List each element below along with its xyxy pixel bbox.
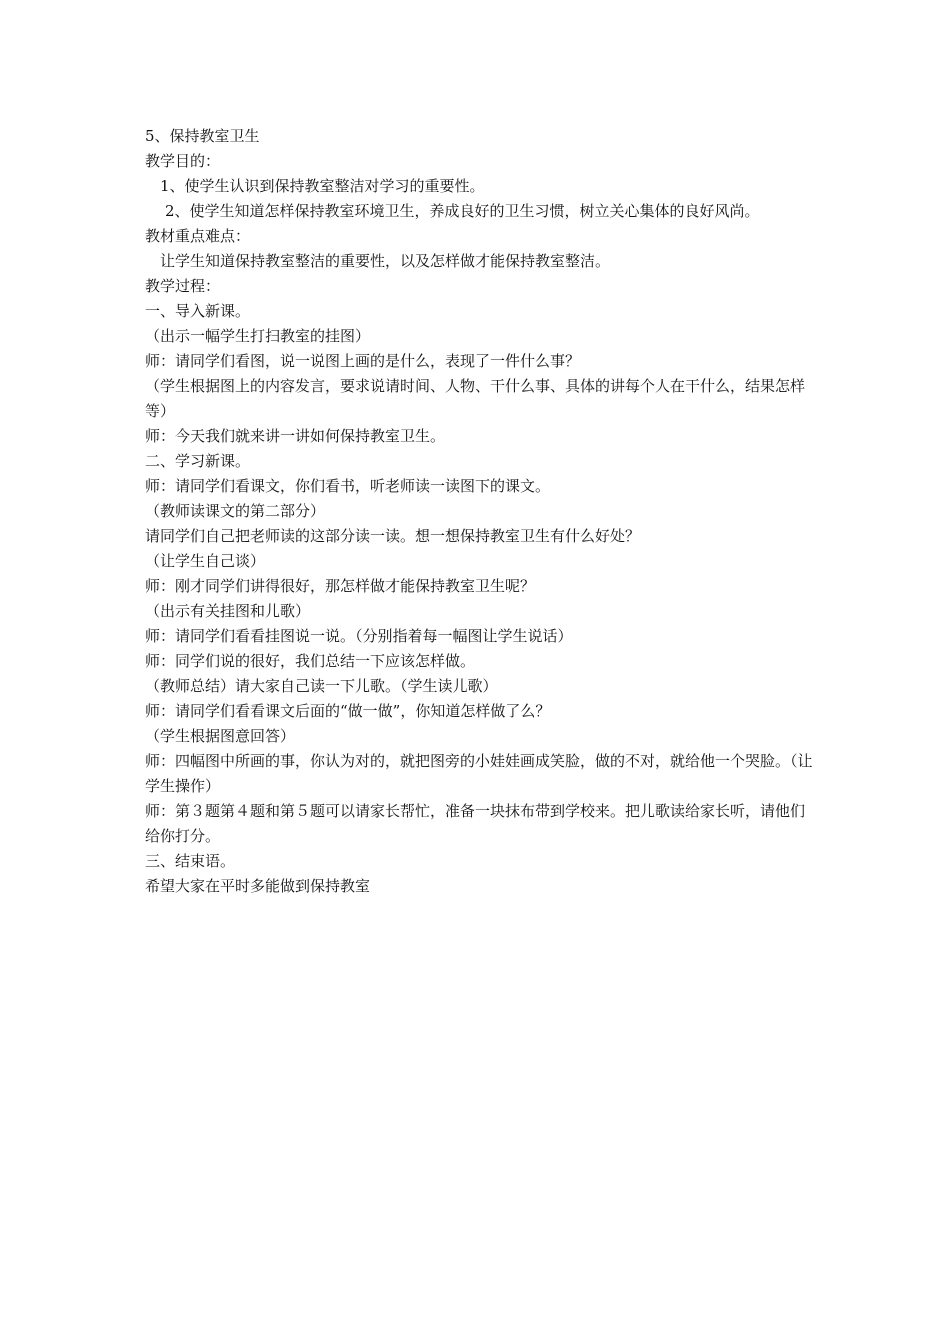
section-heading-key-points: 教材重点难点： bbox=[145, 227, 251, 245]
paragraph-line: 希望大家在平时多能做到保持教室 bbox=[145, 877, 371, 895]
paragraph-line: 师：请同学们看图，说一说图上画的是什么，表现了一件什么事？ bbox=[145, 352, 581, 370]
paragraph-line: 师：请同学们看课文，你们看书，听老师读一读图下的课文。 bbox=[145, 477, 551, 495]
paragraph-line: 师：请同学们看看课文后面的“做一做”，你知道怎样做了么？ bbox=[145, 702, 551, 720]
section-heading-objectives: 教学目的： bbox=[145, 152, 221, 170]
part-heading-conclusion: 三、结束语。 bbox=[145, 852, 236, 870]
paragraph-line: 师：同学们说的很好，我们总结一下应该怎样做。 bbox=[145, 652, 476, 670]
paragraph-line: 师：刚才同学们讲得很好，那怎样做才能保持教室卫生呢？ bbox=[145, 577, 536, 595]
part-heading-introduction: 一、导入新课。 bbox=[145, 302, 251, 320]
section-heading-process: 教学过程： bbox=[145, 277, 221, 295]
paragraph-line: （让学生自己谈） bbox=[145, 552, 266, 570]
paragraph-line: 师：第３题第４题和第５题可以请家长帮忙，准备一块抹布带到学校来。把儿歌读给家长听，请他们给你打分。 bbox=[145, 802, 806, 845]
paragraph-line: （学生根据图意回答） bbox=[145, 727, 296, 745]
part-heading-new-lesson: 二、学习新课。 bbox=[145, 452, 251, 470]
objective-item-2: 2、使学生知道怎样保持教室环境卫生，养成良好的卫生习惯，树立关心集体的良好风尚。 bbox=[165, 202, 760, 220]
paragraph-line: （教师读课文的第二部分） bbox=[145, 502, 326, 520]
paragraph-line: 师：请同学们看看挂图说一说。（分别指着每一幅图让学生说话） bbox=[145, 627, 573, 645]
paragraph-line: （学生根据图上的内容发言，要求说请时间、人物、干什么事、具体的讲每个人在干什么，结果怎样等） bbox=[145, 377, 806, 420]
paragraph-line: （出示一幅学生打扫教室的挂图） bbox=[145, 327, 371, 345]
document-page bbox=[145, 124, 815, 899]
key-points-text: 让学生知道保持教室整洁的重要性，以及怎样做才能保持教室整洁。 bbox=[160, 252, 611, 270]
paragraph-line: （出示有关挂图和儿歌） bbox=[145, 602, 311, 620]
lesson-title: 5、保持教室卫生 bbox=[145, 127, 260, 145]
paragraph-line: 师：今天我们就来讲一讲如何保持教室卫生。 bbox=[145, 427, 446, 445]
paragraph-line: 师：四幅图中所画的事，你认为对的，就把图旁的小娃娃画成笑脸，做的不对，就给他一个哭脸。（让学生操作） bbox=[145, 752, 813, 795]
paragraph-line: （教师总结）请大家自己读一下儿歌。（学生读儿歌） bbox=[145, 677, 498, 695]
objective-item-1: 1、使学生认识到保持教室整洁对学习的重要性。 bbox=[160, 177, 485, 195]
paragraph-line: 请同学们自己把老师读的这部分读一读。想一想保持教室卫生有什么好处？ bbox=[145, 527, 641, 545]
